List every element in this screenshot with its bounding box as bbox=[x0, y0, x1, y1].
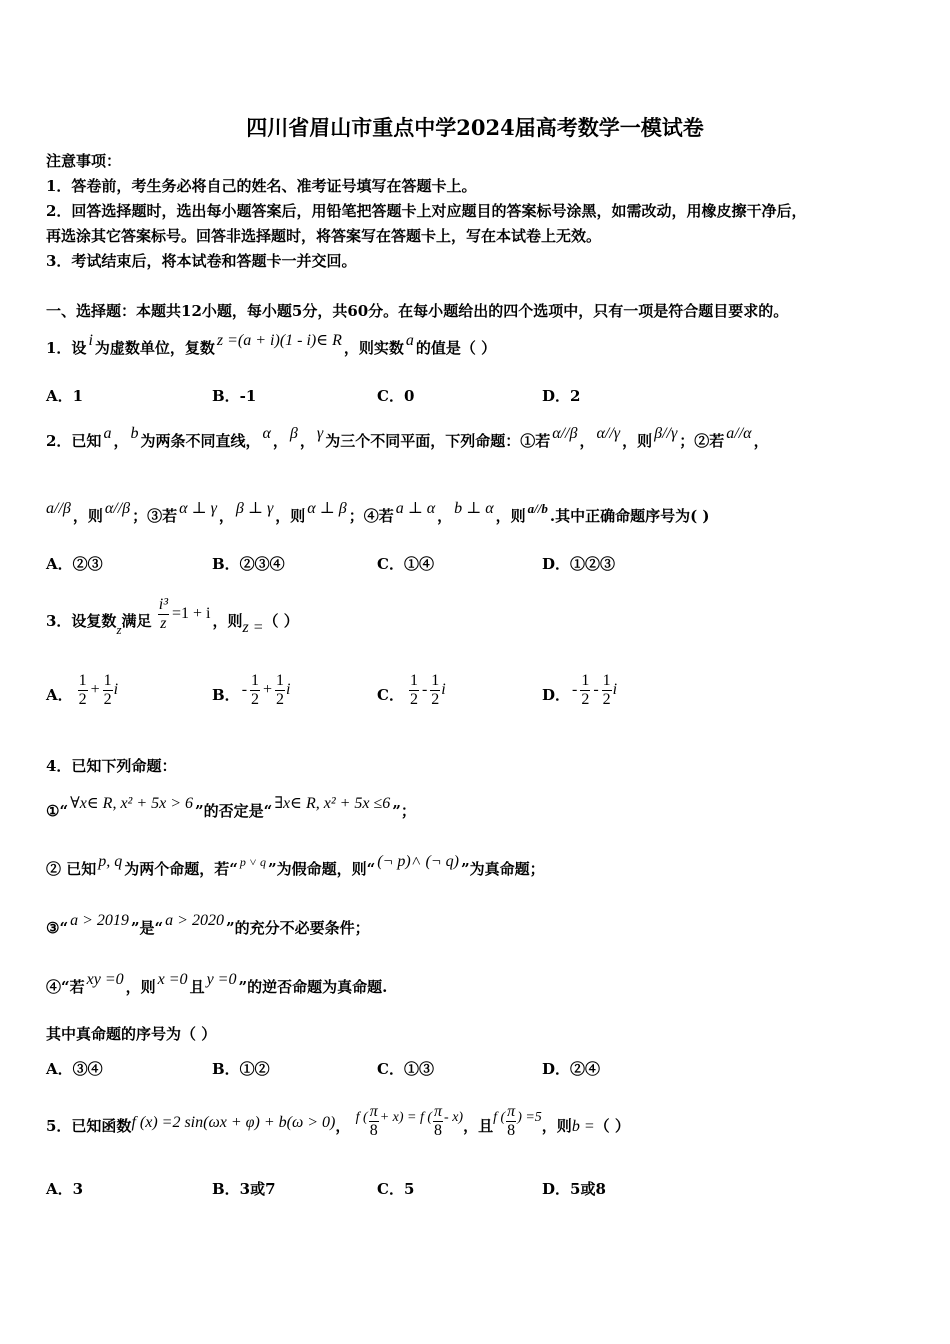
q4-option-a[interactable]: A．③④ bbox=[46, 1060, 103, 1078]
q2-text: 为两条不同直线， bbox=[140, 432, 261, 450]
section-heading: 一、选择题：本题共12小题，每小题5分，共60分。在每小题给出的四个选项中，只有一项是符合题目要求的。 bbox=[46, 302, 789, 320]
q3-den: 2 bbox=[409, 690, 418, 708]
q3-den: 2 bbox=[602, 690, 611, 708]
q4-text: ③“ bbox=[46, 919, 69, 937]
q5-option-c[interactable]: C．5 bbox=[377, 1180, 415, 1198]
question-3 bbox=[46, 595, 910, 644]
notice-item-2-cont: 再选涂其它答案标号。回答非选择题时，将答案写在答题卡上，写在本试卷上无效。 bbox=[46, 227, 602, 245]
q2-text: ；③若 bbox=[132, 507, 178, 525]
q4-math: a > 2019 bbox=[70, 912, 129, 929]
q3-frac bbox=[602, 672, 612, 709]
q2-text: ，则 bbox=[72, 507, 103, 525]
q3-option-label: D． bbox=[542, 686, 571, 704]
q2-math: α//β bbox=[104, 500, 131, 517]
q5-eight: 8 bbox=[507, 1121, 516, 1139]
q1-option-b[interactable]: B．-1 bbox=[212, 387, 257, 405]
q5-pi: π bbox=[507, 1102, 516, 1120]
q3-num: 1 bbox=[602, 671, 611, 689]
q3-math-z: z bbox=[116, 622, 122, 637]
q5-math: + x) = f ( bbox=[379, 1110, 433, 1125]
q3-den: 2 bbox=[581, 690, 590, 708]
q2-math: β ⊥ γ bbox=[235, 500, 274, 517]
question-4-ask: 其中真命题的序号为（ ） bbox=[46, 1025, 217, 1043]
q2-text: 2．已知 bbox=[46, 432, 102, 450]
q2-math: α ⊥ β bbox=[307, 500, 347, 517]
q3-option-label: C． bbox=[377, 686, 404, 704]
q4-math: a > 2020 bbox=[165, 912, 224, 929]
q2-text: ， bbox=[753, 432, 769, 450]
q4-option-b[interactable]: B．①② bbox=[212, 1060, 270, 1078]
q2-math: α bbox=[262, 425, 271, 442]
question-4-statement-3 bbox=[46, 912, 910, 940]
q3-i: i bbox=[441, 681, 446, 698]
q3-option-a[interactable] bbox=[46, 672, 118, 719]
q3-num: 1 bbox=[276, 671, 285, 689]
question-1 bbox=[46, 332, 910, 360]
q3-op: + bbox=[90, 681, 100, 698]
q2-text: ， bbox=[437, 507, 453, 525]
q2-text: ；②若 bbox=[679, 432, 725, 450]
q3-option-b[interactable] bbox=[212, 672, 291, 719]
q2-math: α//β bbox=[552, 425, 578, 442]
q1-option-a[interactable]: A．1 bbox=[46, 387, 84, 405]
q3-frac bbox=[580, 672, 590, 709]
q3-fraction bbox=[158, 596, 169, 633]
q2-text: 为三个不同平面，下列命题：①若 bbox=[325, 432, 551, 450]
q3-num: 1 bbox=[409, 671, 418, 689]
notice-item-3: 3．考试结束后，将本试卷和答题卡一并交回。 bbox=[46, 252, 357, 270]
q2-text: ， bbox=[113, 432, 129, 450]
q2-math: α//γ bbox=[596, 425, 621, 442]
q3-sign: - bbox=[241, 681, 248, 698]
q3-num: 1 bbox=[581, 671, 590, 689]
q2-option-a[interactable]: A．②③ bbox=[46, 555, 103, 573]
q1-text: 的值是（ ） bbox=[415, 339, 497, 357]
q3-math-z-eq: z = bbox=[242, 619, 264, 636]
q2-option-d[interactable]: D．①②③ bbox=[542, 555, 616, 573]
q4-text: ”； bbox=[392, 802, 416, 820]
q5-math-f: f (x) =2 sin(ωx + φ) + b(ω > 0) bbox=[131, 1114, 336, 1131]
question-4-intro: 4．已知下列命题： bbox=[46, 757, 177, 775]
q4-text: ”是“ bbox=[130, 919, 164, 937]
q5-math-b: b = bbox=[571, 1118, 595, 1135]
q2-text: ，则 bbox=[622, 432, 653, 450]
q2-option-b[interactable]: B．②③④ bbox=[212, 555, 285, 573]
q4-math: (¬ p)˄ (¬ q) bbox=[377, 853, 459, 870]
q4-text: ”为真命题； bbox=[460, 860, 545, 878]
notice-item-2: 2．回答选择题时，选出每小题答案后，用铅笔把答题卡上对应题目的答案标号涂黑，如需改动，用橡皮擦干净后， bbox=[46, 202, 807, 220]
q3-option-d[interactable] bbox=[542, 672, 617, 719]
q3-math-eq: =1 + i bbox=[172, 605, 211, 622]
question-4-statement-2 bbox=[46, 853, 910, 881]
q3-den: 2 bbox=[431, 690, 440, 708]
q1-option-c[interactable]: C．0 bbox=[377, 387, 415, 405]
q3-frac bbox=[78, 672, 88, 709]
q3-num: 1 bbox=[103, 671, 112, 689]
q2-math: β//γ bbox=[654, 425, 678, 442]
q5-math: ) =5 bbox=[517, 1110, 542, 1125]
q5-option-a[interactable]: A．3 bbox=[46, 1180, 84, 1198]
question-5 bbox=[46, 1100, 910, 1152]
q5-eight: 8 bbox=[434, 1121, 443, 1139]
q5-frac bbox=[433, 1103, 443, 1140]
q1-math-i: i bbox=[88, 332, 93, 349]
q1-text: 1．设 bbox=[46, 339, 87, 357]
q3-den: 2 bbox=[251, 690, 260, 708]
q2-math: a ⊥ α bbox=[395, 500, 436, 517]
q3-sign bbox=[404, 687, 408, 704]
q4-math: y =0 bbox=[206, 971, 237, 988]
q4-text: ①“ bbox=[46, 802, 69, 820]
notice-item-1: 1．答卷前，考生务必将自己的姓名、准考证号填写在答题卡上。 bbox=[46, 177, 477, 195]
q3-text: ，则 bbox=[212, 612, 243, 630]
q4-math: ∀x∈ R, x² + 5x > 6 bbox=[70, 795, 194, 812]
q4-text: ，则 bbox=[125, 978, 156, 996]
q3-frac bbox=[430, 672, 440, 709]
q3-text: （ ） bbox=[263, 612, 299, 630]
q5-eight: 8 bbox=[369, 1121, 378, 1139]
question-4-statement-4 bbox=[46, 971, 910, 999]
q2-math: γ bbox=[316, 425, 324, 442]
q3-num: 1 bbox=[251, 671, 260, 689]
q3-den: 2 bbox=[78, 690, 87, 708]
q4-option-c[interactable]: C．①③ bbox=[377, 1060, 434, 1078]
q3-op: - bbox=[593, 681, 599, 698]
q2-text: ， bbox=[579, 432, 595, 450]
page-title: 四川省眉山市重点中学2024届高考数学一模试卷 bbox=[246, 115, 704, 140]
q2-option-c[interactable]: C．①④ bbox=[377, 555, 434, 573]
q2-text: .其中正确命题序号为( ) bbox=[549, 507, 710, 525]
q4-option-d[interactable]: D．②④ bbox=[542, 1060, 601, 1078]
q3-option-c[interactable] bbox=[377, 672, 446, 719]
q5-text: 5．已知函数 bbox=[46, 1117, 132, 1135]
q1-text: 为虚数单位，复数 bbox=[94, 339, 215, 357]
q2-math: b ⊥ α bbox=[454, 500, 494, 517]
q2-math: b bbox=[130, 425, 139, 442]
q3-text: 满足 bbox=[121, 612, 152, 630]
q5-math: - x) bbox=[444, 1110, 464, 1125]
q2-math: a bbox=[103, 425, 112, 442]
q4-math: p, q bbox=[98, 853, 123, 870]
q3-i: i bbox=[612, 681, 618, 698]
question-4-statement-1 bbox=[46, 795, 910, 823]
q3-op: - bbox=[421, 681, 428, 698]
q2-math: β bbox=[289, 425, 298, 442]
q2-text: ， bbox=[218, 507, 234, 525]
q2-math: a//α bbox=[726, 425, 752, 442]
q2-math: a//β bbox=[46, 500, 71, 517]
q3-option-label: B． bbox=[212, 686, 240, 704]
q3-frac bbox=[409, 672, 419, 709]
q1-math-z: z =(a + i)(1 - i)∈ R bbox=[216, 332, 342, 349]
q4-math: p ˅ q bbox=[239, 855, 266, 869]
q1-text: ，则实数 bbox=[343, 339, 404, 357]
q3-num: 1 bbox=[78, 671, 87, 689]
q4-text: ”的否定是“ bbox=[195, 802, 273, 820]
q5-math: f ( bbox=[493, 1110, 506, 1125]
question-2-line-2 bbox=[46, 500, 910, 528]
q3-op: + bbox=[263, 681, 273, 698]
q3-frac-num: i³ bbox=[158, 595, 168, 613]
q3-frac-den: z bbox=[160, 614, 167, 632]
q2-math: α ⊥ γ bbox=[179, 500, 217, 517]
q1-option-d[interactable]: D．2 bbox=[542, 387, 581, 405]
q4-text: ”的充分不必要条件； bbox=[225, 919, 370, 937]
q5-frac bbox=[369, 1103, 379, 1140]
q3-sign bbox=[73, 687, 77, 704]
q5-pi: π bbox=[369, 1102, 378, 1120]
q3-den: 2 bbox=[276, 690, 285, 708]
q3-frac bbox=[275, 672, 285, 709]
q4-text: ”为假命题，则“ bbox=[267, 860, 376, 878]
q3-den: 2 bbox=[103, 690, 112, 708]
q4-text: 且 bbox=[189, 978, 205, 996]
question-2-line-1 bbox=[46, 425, 910, 453]
q5-math: f ( bbox=[355, 1110, 368, 1125]
q5-text: ，则 bbox=[541, 1117, 572, 1135]
q3-frac bbox=[103, 672, 113, 709]
q3-sign: - bbox=[572, 681, 578, 698]
q5-text: ， bbox=[335, 1117, 351, 1135]
q5-option-d[interactable]: D．5或8 bbox=[542, 1180, 606, 1198]
q3-option-label: A． bbox=[46, 686, 73, 704]
q1-math-a: a bbox=[405, 332, 414, 349]
q5-pi: π bbox=[434, 1102, 443, 1120]
q2-text: ， bbox=[272, 432, 288, 450]
q2-text: ，则 bbox=[495, 507, 526, 525]
notice-heading: 注意事项： bbox=[46, 152, 122, 170]
q4-text: ④“若 bbox=[46, 978, 85, 996]
q2-text: ；④若 bbox=[348, 507, 394, 525]
q3-i: i bbox=[286, 681, 291, 698]
q2-text: ， bbox=[299, 432, 315, 450]
q2-math: a//b bbox=[527, 501, 548, 516]
q3-num: 1 bbox=[431, 671, 440, 689]
q3-i: i bbox=[113, 681, 119, 698]
q4-math: xy =0 bbox=[86, 971, 124, 988]
q5-frac bbox=[506, 1103, 516, 1140]
q5-text: （ ） bbox=[594, 1117, 630, 1135]
q2-text: ，则 bbox=[275, 507, 306, 525]
q3-frac bbox=[250, 672, 260, 709]
q4-text: ② 已知 bbox=[46, 860, 97, 878]
q5-text: ，且 bbox=[463, 1117, 494, 1135]
q4-math: ∃x∈ R, x² + 5x ≤6 bbox=[274, 795, 391, 812]
q4-text: ”的逆否命题为真命题. bbox=[238, 978, 388, 996]
q3-text: 3．设复数 bbox=[46, 612, 117, 630]
q4-text: 为两个命题，若“ bbox=[124, 860, 238, 878]
q5-option-b[interactable]: B．3或7 bbox=[212, 1180, 276, 1198]
q4-math: x =0 bbox=[157, 971, 188, 988]
